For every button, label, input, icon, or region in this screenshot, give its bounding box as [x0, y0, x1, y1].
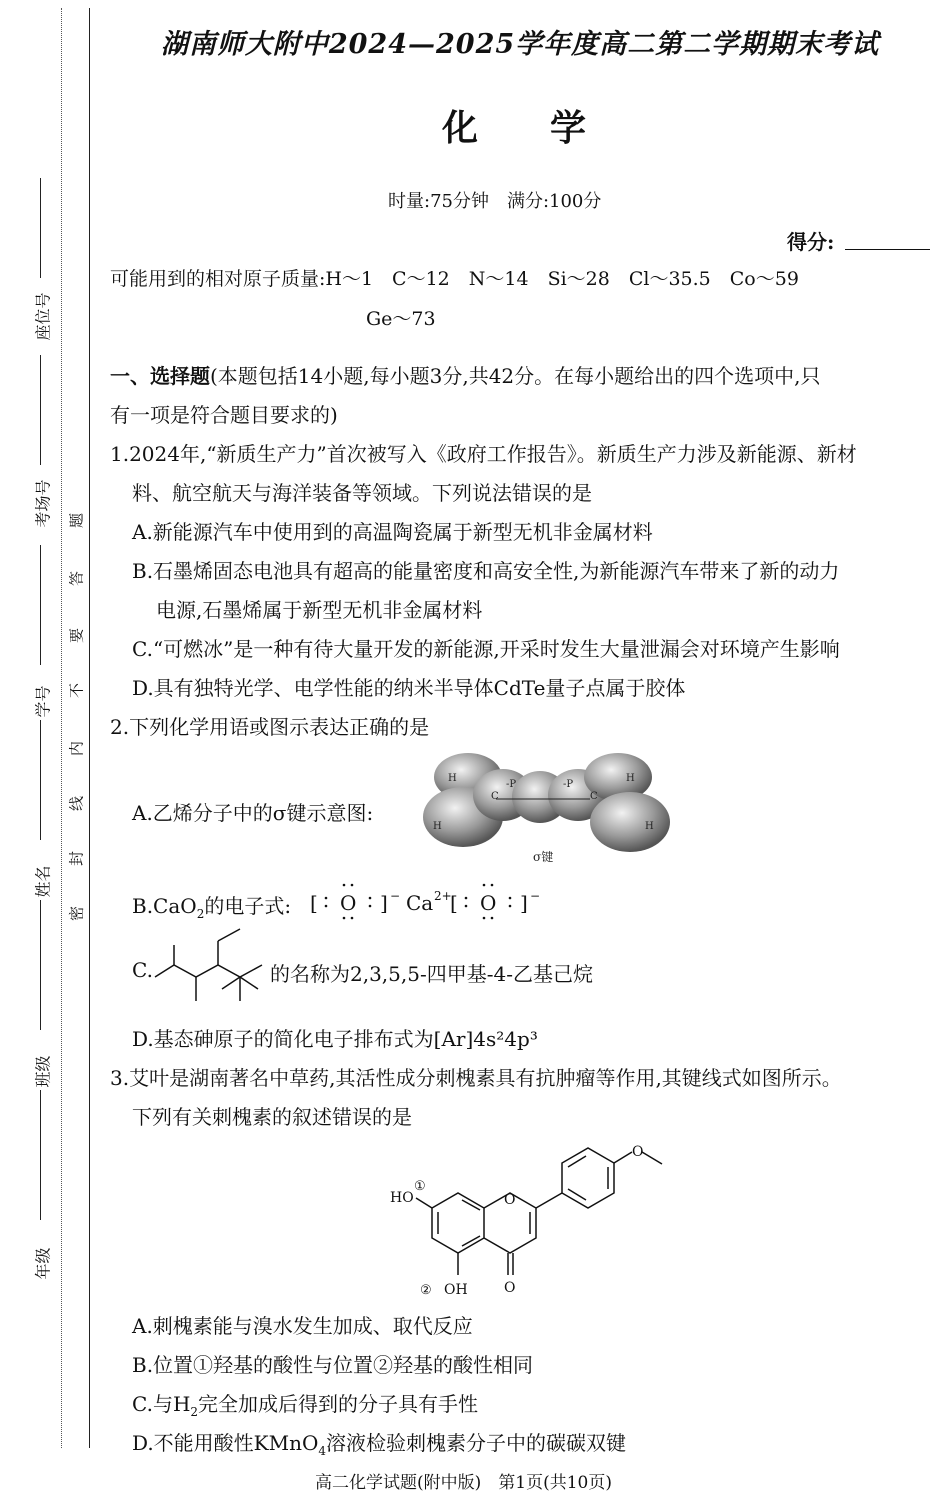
q2-b-suffix: 的电子式:	[204, 894, 292, 918]
binding-dotted-line	[61, 8, 62, 1448]
seal-char: 封	[67, 851, 86, 867]
class-label: 班级	[33, 1055, 53, 1088]
seal-char: 要	[67, 628, 86, 644]
svg-text:H: H	[645, 821, 654, 832]
time-info: 时量:75分钟 满分:100分	[388, 191, 602, 212]
svg-text:H: H	[433, 821, 442, 832]
name-label: 姓名	[33, 865, 53, 898]
acacetin-structure	[380, 1140, 670, 1300]
q1-stem-2: 料、航空航天与海洋装备等领域。下列说法错误的是	[132, 481, 592, 505]
svg-text:②: ②	[420, 1283, 432, 1298]
svg-text:C: C	[491, 791, 499, 802]
class-blank	[40, 900, 41, 1030]
q1-option-b-2: 电源,石墨烯属于新型无机非金属材料	[156, 598, 483, 622]
q2-option-c-label: C.	[132, 958, 153, 982]
binding-solid-line	[89, 8, 90, 1448]
score-blank[interactable]	[845, 249, 930, 250]
q3-option-a: A.刺槐素能与溴水发生加成、取代反应	[132, 1314, 473, 1338]
seat-label: 座位号	[33, 292, 53, 341]
seal-char: 不	[67, 683, 86, 699]
q1-option-d: D.具有独特光学、电学性能的纳米半导体CdTe量子点属于胶体	[132, 676, 686, 700]
q3-option-b: B.位置①羟基的酸性与位置②羟基的酸性相同	[132, 1353, 534, 1377]
q2-b-prefix: B.CaO	[132, 894, 197, 918]
svg-text:]: ]	[380, 891, 388, 915]
seal-char: 线	[67, 796, 86, 812]
q2-b-sub: 2	[196, 907, 205, 921]
page-footer: 高二化学试题(附中版) 第1页(共10页)	[315, 1473, 612, 1493]
q1-option-c: C.“可燃冰”是一种有待大量开发的新能源,开采时发生大量泄漏会对环境产生影响	[132, 637, 840, 661]
q3-option-d	[132, 1427, 626, 1458]
q3-d-post: 溶液检验刺槐素分子中的碳碳双键	[326, 1431, 627, 1455]
svg-text:]: ]	[520, 891, 528, 915]
score-label: 得分:	[787, 230, 835, 254]
room-label: 考场号	[33, 479, 53, 528]
id-label: 学号	[33, 685, 53, 718]
svg-text:−: −	[530, 889, 541, 903]
svg-text:H: H	[626, 773, 635, 784]
svg-text:-P: -P	[506, 779, 517, 790]
svg-text:H: H	[448, 773, 457, 784]
q2-option-c: 的名称为2,3,5,5-四甲基-4-乙基己烷	[270, 962, 593, 986]
room-blank	[40, 355, 41, 465]
svg-text:O: O	[504, 1280, 516, 1296]
seat-blank	[40, 178, 41, 278]
svg-text:O: O	[480, 891, 497, 915]
svg-text:O: O	[340, 891, 357, 915]
q3-stem-2: 下列有关刺槐素的叙述错误的是	[132, 1105, 412, 1129]
seal-char: 答	[67, 571, 86, 587]
atomic-masses-line1: 可能用到的相对原子质量:H～1 C～12 N～14 Si～28 Cl～35.5 Co～59	[110, 268, 799, 290]
svg-text:-P: -P	[563, 779, 574, 790]
exam-title: 湖南师大附中2024—2025学年度高二第二学期期末考试	[160, 29, 880, 60]
seal-char: 内	[67, 741, 86, 757]
q3-c-post: 完全加成后得到的分子具有手性	[198, 1392, 479, 1416]
grade-blank	[40, 1090, 41, 1220]
svg-text:2+: 2+	[434, 889, 452, 903]
q3-d-pre: D.不能用酸性KMnO	[132, 1431, 319, 1455]
q3-stem: 3.艾叶是湖南著名中草药,其活性成分刺槐素具有抗肿瘤等作用,其键线式如图所示。	[110, 1066, 842, 1090]
q3-option-c	[132, 1388, 478, 1419]
section-desc: (本题包括14小题,每小题3分,共42分。在每小题给出的四个选项中,只	[210, 364, 821, 388]
seal-char: 题	[67, 513, 86, 529]
section-heading: 一、选择题	[110, 364, 210, 388]
section-desc-2: 有一项是符合题目要求的)	[110, 403, 338, 427]
q1-option-b: B.石墨烯固态电池具有超高的能量密度和高安全性,为新能源汽车带来了新的动力	[132, 559, 840, 583]
q2-stem: 2.下列化学用语或图示表达正确的是	[110, 715, 430, 739]
q3-c-sub: 2	[190, 1405, 199, 1419]
sigma-bond-diagram	[408, 747, 673, 867]
svg-text:O: O	[632, 1144, 644, 1160]
seal-char: 密	[67, 906, 86, 922]
q2-option-a: A.乙烯分子中的σ键示意图:	[132, 801, 374, 825]
svg-text:[: [	[310, 891, 318, 915]
svg-text:O: O	[504, 1192, 516, 1208]
svg-text:①: ①	[414, 1179, 426, 1194]
q1-stem: 1.2024年,“新质生产力”首次被写入《政府工作报告》。新质生产力涉及新能源、新材	[110, 442, 857, 466]
alkane-skeletal-formula	[150, 925, 270, 1010]
id-blank	[40, 545, 41, 665]
q3-d-sub: 4	[318, 1444, 327, 1458]
q2-option-d: D.基态砷原子的简化电子排布式为[Ar]4s²4p³	[132, 1027, 538, 1051]
svg-text:Ca: Ca	[406, 891, 434, 915]
q3-c-pre: C.与H	[132, 1392, 191, 1416]
q1-option-a: A.新能源汽车中使用到的高温陶瓷属于新型无机非金属材料	[132, 520, 653, 544]
cao2-electron-formula	[308, 880, 548, 922]
q2-option-b	[132, 890, 291, 921]
grade-label: 年级	[33, 1247, 53, 1280]
svg-text:C: C	[590, 791, 598, 802]
atomic-masses-line2: Ge～73	[366, 308, 436, 330]
svg-text:[: [	[450, 891, 458, 915]
subject-title: 化学	[442, 107, 659, 149]
svg-text:HO: HO	[390, 1190, 414, 1206]
name-blank	[40, 720, 41, 840]
svg-text:−: −	[390, 889, 401, 903]
sigma-caption: σ键	[533, 850, 554, 864]
svg-text:OH: OH	[444, 1282, 468, 1298]
